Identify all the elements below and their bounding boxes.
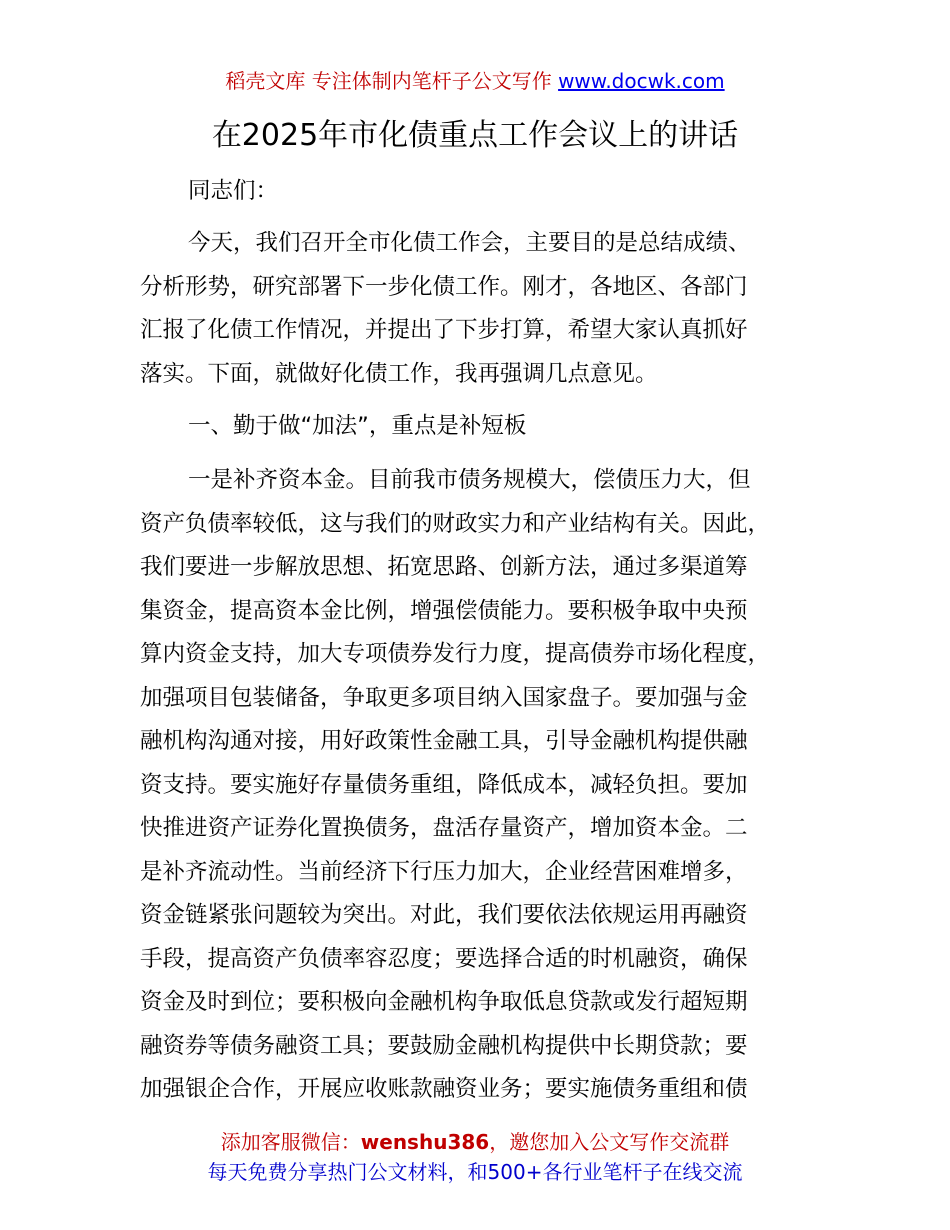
paragraph-capital — [140, 459, 840, 1112]
paragraph-line: 资金链紧张问题较为突出。对此，我们要依法依规运用再融资 — [140, 902, 748, 928]
site-header — [0, 66, 950, 96]
paragraph-line: 快推进资产证券化置换债务，盘活存量资产，增加资本金。二 — [140, 815, 748, 841]
paragraph-line: 分析形势，研究部署下一步化债工作。刚才，各地区、各部门 — [140, 273, 748, 300]
section-heading-text: 一、勤于做“加法”，重点是补短板 — [188, 413, 527, 439]
paragraph-intro — [140, 222, 840, 396]
salutation — [140, 170, 840, 214]
header-brand-text: 稻壳文库 专注体制内笔杆子公文写作 — [225, 69, 552, 93]
paragraph-line: 手段，提高资产负债率容忍度；要选择合适的时机融资，确保 — [140, 945, 748, 972]
footer-contact-line — [0, 1127, 950, 1157]
paragraph-line: 加强项目包装储备，争取更多项目纳入国家盘子。要加强与金 — [140, 684, 748, 711]
section-heading — [140, 405, 840, 449]
paragraph-line: 是补齐流动性。当前经济下行压力加大，企业经营困难增多， — [140, 858, 748, 885]
paragraph-line: 一是补齐资本金。目前我市债务规模大，偿债压力大，但 — [188, 467, 751, 493]
paragraph-line: 算内资金支持，加大专项债券发行力度，提高债券市场化程度， — [140, 641, 771, 667]
document-title: 在2025年市化债重点工作会议上的讲话 — [211, 118, 739, 153]
paragraph-line: 集资金，提高资本金比例，增强偿债能力。要积极争取中央预 — [140, 597, 748, 624]
paragraph-line: 资产负债率较低，这与我们的财政实力和产业结构有关。因此， — [140, 510, 771, 537]
header-site-link[interactable]: www.docwk.com — [558, 69, 725, 93]
paragraph-line: 融机构沟通对接，用好政策性金融工具，引导金融机构提供融 — [140, 728, 748, 754]
paragraph-line: 资金及时到位；要积极向金融机构争取低息贷款或发行超短期 — [140, 989, 748, 1015]
footer-contact-suffix: ，邀您加入公文写作交流群 — [489, 1130, 730, 1154]
paragraph-line: 汇报了化债工作情况，并提出了下步打算，希望大家认真抓好 — [140, 317, 748, 343]
paragraph-line: 加强银企合作，开展应收账款融资业务；要实施债务重组和债 — [140, 1076, 748, 1102]
footer-promo-line: 每天免费分享热门公文材料，和500+各行业笔杆子在线交流 — [207, 1160, 743, 1184]
footer-contact-prefix: 添加客服微信： — [220, 1130, 361, 1154]
footer-wechat-id: wenshu386 — [360, 1130, 490, 1154]
salutation-text: 同志们： — [188, 178, 279, 204]
paragraph-line: 我们要进一步解放思想、拓宽思路、创新方法，通过多渠道筹 — [140, 554, 748, 580]
paragraph-line: 落实。下面，就做好化债工作，我再强调几点意见。 — [140, 360, 658, 387]
paragraph-line: 今天，我们召开全市化债工作会，主要目的是总结成绩、 — [188, 230, 751, 256]
paragraph-line: 资支持。要实施好存量债务重组，降低成本，减轻负担。要加 — [140, 771, 748, 798]
paragraph-line: 融资券等债务融资工具；要鼓励金融机构提供中长期贷款；要 — [140, 1032, 748, 1059]
